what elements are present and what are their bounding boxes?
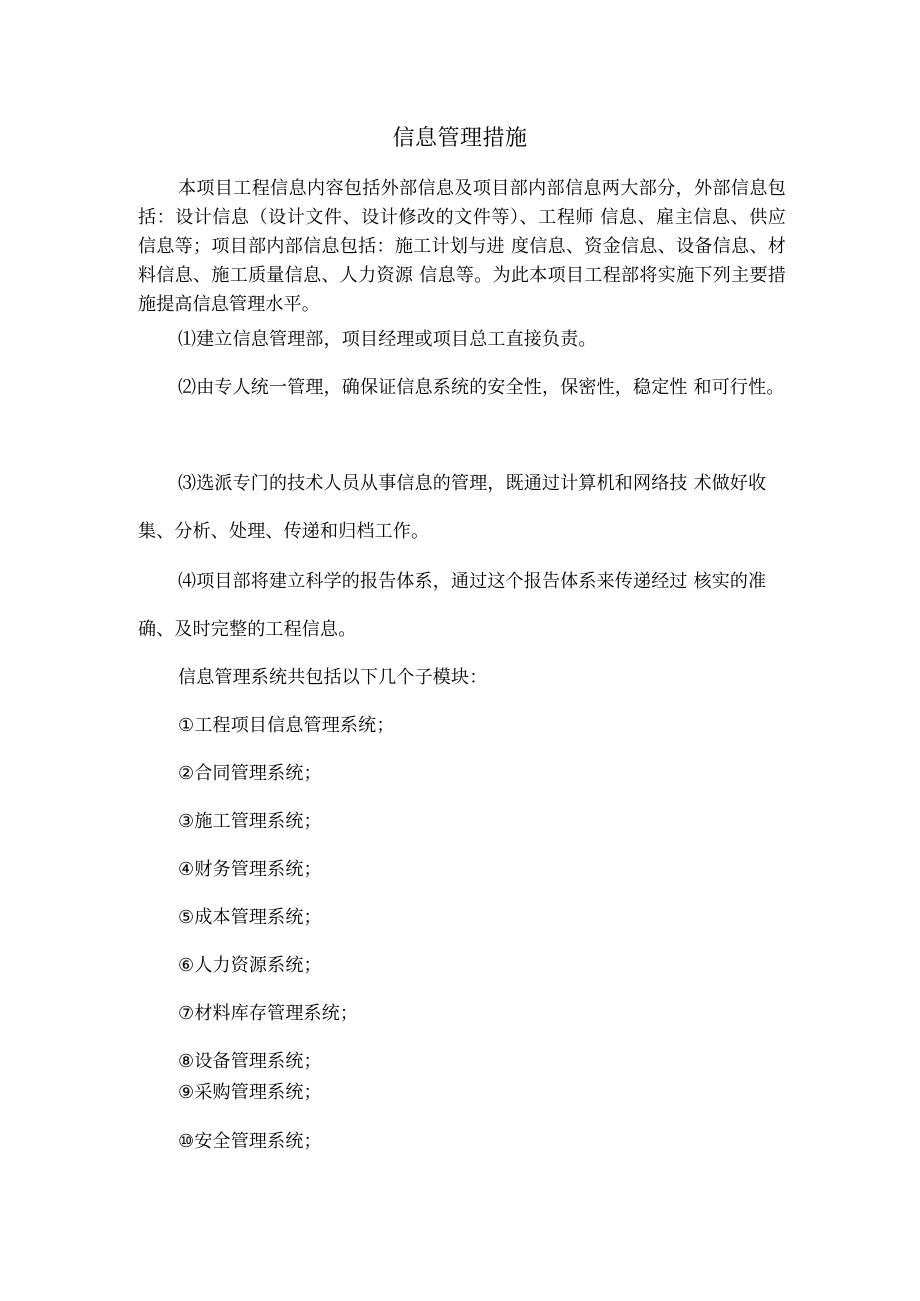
module-item: ②合同管理系统； [178,763,322,784]
measure-item-1: ⑴建立信息管理部，项目经理或项目总工直接负责。 [178,329,597,350]
module-item: ③施工管理系统； [178,811,322,832]
module-item: ⑩安全管理系统； [178,1131,322,1152]
modules-intro: 信息管理系统共包括以下几个子模块： [178,667,488,688]
intro-paragraph: 本项目工程信息内容包括外部信息及项目部内部信息两大部分，外部信息包括：设计信息（设计文件、设计修改的文件等）、工程师 信息、雇主信息、供应信息等；项目部内部信息包括：施工计划与进 度信息、资金信息、设备信息、材料信息、施工质量信息、人力资源 信息等。为此本项目工程部将实施下列主要措施提高信息管理水平。 [138,178,786,315]
module-item: ⑤成本管理系统； [178,907,322,928]
module-item: ⑦材料库存管理系统； [178,1003,359,1024]
measure-item-2: ⑵由专人统一管理，确保证信息系统的安全性，保密性，稳定性 和可行性。 [178,377,785,398]
module-item: ⑨采购管理系统； [178,1082,322,1103]
measure-item-4: ⑷项目部将建立科学的报告体系，通过这个报告体系来传递经过 核实的准确、及时完整的工程信息。 [138,571,767,640]
measure-item-3: ⑶选派专门的技术人员从事信息的管理，既通过计算机和网络技 术做好收集、分析、处理、传递和归档工作。 [138,473,767,542]
module-item: ⑥人力资源系统； [178,955,322,976]
module-item: ④财务管理系统； [178,859,322,880]
module-item: ⑧设备管理系统； [178,1051,322,1072]
document-title: 信息管理措施 [392,126,528,151]
module-item: ①工程项目信息管理系统； [178,715,395,736]
